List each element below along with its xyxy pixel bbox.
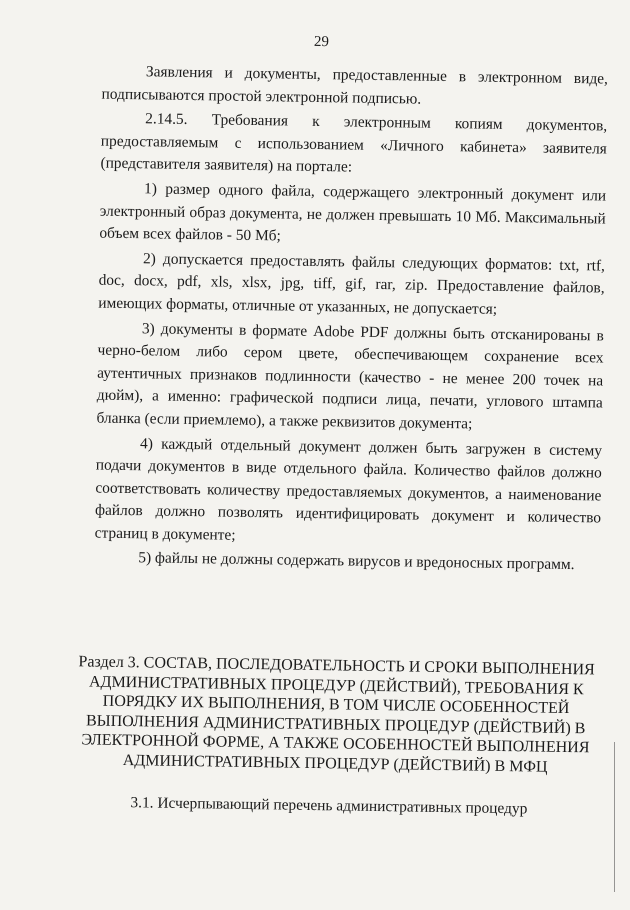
scan-margin-line (614, 742, 615, 892)
paragraph-requirements: 2.14.5. Требования к электронным копиям документов, предоставляемым с использованием «Личного кабинета» заявителя (представителя заявителя) на портале: (100, 110, 608, 176)
list-item-file-size: 1) размер одного файла, содержащего электронный документ или электронный образ документа, не должен превышать 10 Мб. Максимальный объем всех файлов - 50 Мб; (99, 180, 607, 245)
section-heading-line: АДМИНИСТРАТИВНЫХ ПРОЦЕДУР (ДЕЙСТВИЙ) В МФЦ (122, 751, 548, 776)
list-item-file-formats: 2) допускается предоставлять файлы следующих форматов: txt, rtf, doc, docx, pdf, xls, xlsx, jpg, tiff, gif, rar, zip. Предоставление файлов, имеющих форматы, отличные от указанных, не допускается; (98, 250, 606, 318)
section-heading-line: ВЫПОЛНЕНИЯ АДМИНИСТРАТИВНЫХ ПРОЦЕДУР (ДЕЙСТВИЙ) В (85, 711, 586, 737)
section-heading-line: Раздел 3. СОСТАВ, ПОСЛЕДОВАТЕЛЬНОСТЬ И СРОКИ ВЫПОЛНЕНИЯ (78, 653, 595, 679)
list-item-no-viruses: 5) файлы не должны содержать вирусов и вредоносных программ. (138, 549, 575, 574)
paragraph-signature: Заявления и документы, предоставленные в электронном виде, подписываются простой электронной подписью. (101, 63, 609, 108)
section-heading-line: ПОРЯДКУ ИХ ВЫПОЛНЕНИЯ, В ТОМ ЧИСЛЕ ОСОБЕННОСТЕЙ (102, 692, 570, 718)
section-heading (73, 652, 599, 777)
list-item-pdf-scan: 3) документы в формате Adobe PDF должны быть отсканированы в черно-белом либо сером цвете, обеспечивающем сохранение всех аутентичных признаков подлинности (качество - не менее 200 точек на дюйм), а именно: графической подписи лица, печати, углового штампа бланка (если приемлемо), а также реквизитов документа; (96, 319, 605, 433)
subsection-title: 3.1. Исчерпывающий перечень административных процедур (130, 794, 528, 818)
section-heading-line: ЭЛЕКТРОННОЙ ФОРМЕ, А ТАКЖЕ ОСОБЕННОСТЕЙ ВЫПОЛНЕНИЯ (81, 731, 590, 757)
section-heading-line: АДМИНИСТРАТИВНЫХ ПРОЦЕДУР (ДЕЙСТВИЙ), ТРЕБОВАНИЯ К (88, 672, 584, 698)
body-text (94, 61, 608, 580)
page-number: 29 (313, 33, 330, 51)
list-item-separate-files: 4) каждый отдельный документ должен быть загружен в систему подачи документов в виде отдельного файла. Количество файлов должно соответствовать количеству предоставляемых документов, а наименование файлов должно позволять идентифицировать документ и количество страниц в документе; (94, 434, 603, 544)
